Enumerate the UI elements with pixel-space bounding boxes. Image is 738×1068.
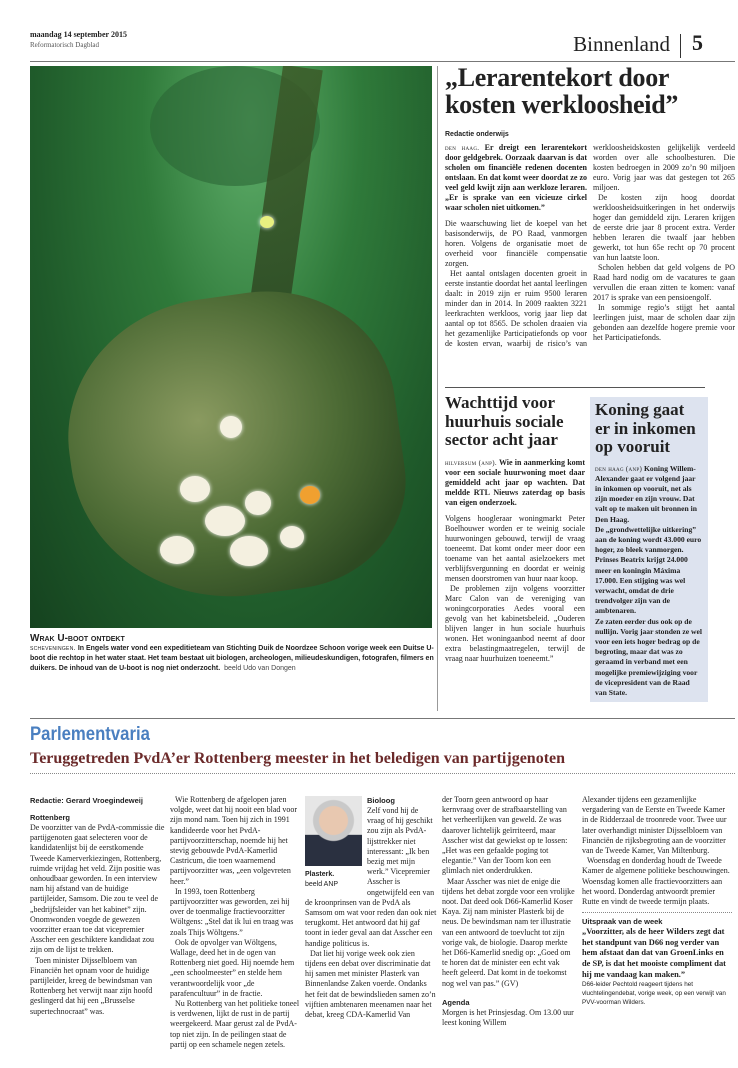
paragraph: Woensdag en donderdag houdt de Tweede Kamer de algemene politieke beschouwingen. Woensdag komen alle fractievoorzitters aan het woord. Donderdag antwoordt premier Rutte en vindt de tweede termijn plaats. — [582, 856, 730, 907]
paragraph: In sommige regio’s stijgt het aantal leerlingen juist, maar de scholen daar zijn gebonden aan dezelfde hogere premie voor het Participatiefonds. — [593, 303, 735, 342]
quote-title: Uitspraak van de week — [582, 917, 663, 927]
caption-text: In Engels water vond een expeditieteam van Stichting Duik de Noordzee Schoon vorige week een Duitse U-boot die rechtop in het water staat. Het team bestaat uit biologen, archeologen, milieudeskundigen, fotografen, filmers en duikers. De inhoud van de U-boot is nog niet onderzocht. — [30, 645, 434, 672]
dotted-divider — [30, 773, 735, 774]
parlementvaria-column-2 — [170, 795, 300, 1050]
paragraph: Volgens hoogleraar woningmarkt Peter Boelhouwer worden er te weinig sociale huurwoningen gebouwd, terwijl de vraag toeneemt. Dat komt onder meer door een toename van het aantal asielzoekers met verblijfsvergunning en doordat er weinig mensen doorstromen van huur naar koop. — [445, 514, 585, 583]
paragraph: Zelf vond hij de vraag of hij geschikt zou zijn als PvdA-lijsttrekker niet interessant: „Ik ben bezig met mijn werk.” Vicepremier Asscher is ongetwijfeld een van de kroonprinsen van de PvdA als Samsom om wat voor reden dan ook niet terugkomt. Het antwoord dat hij gaf toont in ieder geval aan dat Asscher een handige politicus is. — [305, 806, 437, 948]
paragraph: der Toorn geen antwoord op haar kernvraag over de strafbaarstelling van het verheerlijken van geweld. Ze was daarover lichtelijk geïrriteerd, maar Asscher wist dat gewiekst op te lossen: „Het was een gefaalde poging tot elegantie.” Van der Toorn kon een glimlach niet onderdrukken. — [442, 795, 568, 876]
rent-headline: Wachttijd voor huurhuis sociale sector acht jaar — [445, 393, 564, 449]
byline: Redactie: Gerard Vroegindeweij — [30, 796, 143, 805]
dateline: den haag (anp) — [595, 464, 643, 473]
paragraph: Dat liet hij vorige week ook zien tijdens een debat over discriminatie dat hij samen met minister Plasterk van Binnenlandse Zaken voerde. Ondanks het feit dat de bewindslieden samen zo’n vijftien ambtenaren meenamen naar het debat, kreeg CDA-Kamerlid Van — [305, 948, 436, 1020]
rent-intro: Wie in aanmerking komt voor een sociale huurwoning moet daar gemiddeld acht jaar op wachten. Dat meldde RTL Nieuws zaterdag op basis van eigen onderzoek. — [445, 458, 585, 507]
lead-intro: Er dreigt een lerarentekort door geldgebrek. Oorzaak daarvan is dat scholen om financiële redenen docenten ontslaan. En dat komt weer doordat ze zo veel geld kwijt zijn aan werkloze leraren. „Er is sprake van een vicieuze cirkel waar scholen niet uitkomen.” — [445, 143, 587, 212]
paragraph: De problemen zijn volgens voorzitter Marc Calon van de vereniging van woningcorporaties Aedes vooral een gevolg van het kabinetsbeleid. „Ouderen blijven langer in hun sociale huurhuis wonen. Het woningaanbod neemt af door extra belastingmaatregelen, terwijl de vraag naar huurhuizen toeneemt.” — [445, 584, 585, 663]
parlementvaria-column-1 — [30, 795, 165, 1017]
paragraph: Ook de opvolger van Wöltgens, Wallage, deed het in de ogen van Rottenberg niet goed. Hij noemde hem „een schoolmeester” en stelde hem verantwoordelijk voor „de parafencultuur” in de fractie. — [170, 937, 295, 998]
paragraph: Het aantal ontslagen docenten groeit in eerste instantie doordat het aantal leerlingen daalt: in 2019 zijn er ruim 9500 leraren minder dan in 2014. In 2009 raakten 3221 leerkrachten werkloos, vorig jaar liep dat aantal op tot 8565. De scholen draaien via het gezamenlijke Participatiefonds op voor de kosten ervan, waarbij de risico’s van werkloosheidskosten gelijkelijk verdeeld worden over alle schoolbesturen. Die kosten bedroegen in 2009 zo’n 90 miljoen euro. Vorig jaar was dat gestegen tot 265 miljoen. — [445, 143, 735, 348]
parlementvaria-column-4 — [442, 795, 577, 1028]
lead-headline: „Lerarentekort door kosten werkloosheid” — [445, 63, 679, 119]
newspaper-name: Reformatorisch Dagblad — [30, 41, 100, 49]
portrait-name: Plasterk. — [305, 871, 335, 878]
issue-date: maandag 14 september 2015 — [30, 30, 127, 39]
dateline: hilversum (anp). — [445, 459, 497, 467]
quote-of-the-week: „Voorzitter, als de heer Wilders zegt dat het standpunt van D66 nog verder van hem afstaat dan dat van GroenLinks en de SP, is dat het mooiste compliment dat hij me vandaag kan maken.” — [582, 927, 726, 979]
paragraph: In 1993, toen Rottenberg partijvoorzitter was geworden, zei hij over de toenmalige fractievoorzitter Wöltgens: „Stel dat ik lui en traag was zoals Thijs Wöltgens.” — [170, 886, 294, 937]
paragraph: Die waarschuwing liet de koepel van het basisonderwijs, de PO Raad, vanmorgen horen. Volgens de organisatie moet de overheid voor financiële compensatie zorgen. — [445, 219, 587, 268]
subhead: Agenda — [442, 997, 470, 1007]
caption-title: Wrak U-boot ontdekt — [30, 633, 125, 644]
parlementvaria-column-5 — [582, 795, 732, 1007]
paragraph: De „grondwettelijke uitkering” aan de koning wordt 43.000 euro hoger, zo bleek vanmorgen. Prinses Beatrix krijgt 24.000 meer en koningin Máxima 17.000. Een stijging was wel verwacht, omdat de drie trendvolger zijn van de ambtenaren. — [595, 524, 702, 616]
section-title: Binnenland — [573, 32, 670, 56]
paragraph: Maar Asscher was niet de enige die tijdens het debat zorgde voor een vrolijke noot. Dat deed ook D66-Kamerlid Koser Kaya. Zij nam minister Plasterk bij de neus. De bewindsman nam ter illustratie van een antwoord de toevlucht tot zijn vorige vak, de biologie. Daarop merkte het D66-Kamerlid snedig op: „Goed om te horen dat de minister een echt vak heeft geleerd. Dat komt in de toekomst nog wel van pas.” (GV) — [442, 876, 575, 988]
king-income-box — [590, 397, 708, 702]
paragraph: Morgen is het Prinsjesdag. Om 13.00 uur leest koning Willem — [442, 1007, 574, 1028]
paragraph: Scholen hebben dat geld volgens de PO Raad hard nodig om de vacatures te gaan vervullen die eraan zitten te komen: vanaf 2017 is sprake van een pensioengolf. — [593, 263, 735, 302]
paragraph: De kosten zijn hoog doordat werkloosheidsuitkeringen in het onderwijs hoger dan gemiddeld zijn. Leraren krijgen de eerste drie jaar 8 procent extra. Verder hebben leraren die twaalf jaar hebben gewerkt, tot hun 65e recht op 70 procent van hun laatste loon. — [593, 193, 735, 262]
paragraph: Ze zaten eerder dus ook op de nullijn. Vorig jaar stonden ze wel voor een iets hoger bedrag op de begroting, maar dat was zo geraamd in verband met een mogelijke premiewijziging voor de vicepresident van de Raad van State. — [595, 616, 703, 697]
parlementvaria-title: Parlementvaria — [30, 724, 150, 745]
subhead: Bioloog — [367, 796, 395, 805]
dateline: den haag. — [445, 144, 480, 152]
paragraph: De voorzitter van de PvdA-commissie die partijgenoten gaat selecteren voor de kandidatenlijst bij de eerstkomende Tweede Kamerverkiezingen, Rottenberg, ruimde vrijdag het veld. Zijn positie was onhoudbaar geworden. In een interview nam hij afstand van de huidige partijleider, Samsom. Die zou te veel de „bedrijfsleider van het kabinet” zijn. Onomwonden voegde de gewezen voorzitter eraan toe dat vicepremier Asscher een geschiktere kandidaat zou zijn om de lijst te trekken. — [30, 823, 165, 955]
column-divider — [437, 66, 438, 711]
portrait-credit: beeld ANP — [305, 881, 339, 888]
section-rule — [30, 718, 735, 719]
paragraph: Alexander tijdens een gezamenlijke vergadering van de Eerste en Tweede Kamer in de Ridderzaal de troonrede voor. Twee uur later overhandigt minister Dijsselbloem van Financiën de rijksbegroting aan de voorzitter van de Tweede Kamer, Van Miltenburg. — [582, 795, 727, 856]
rent-article — [445, 458, 585, 664]
photo-credit: beeld Udo van Dongen — [224, 665, 296, 672]
page-number: 5 — [692, 30, 703, 55]
parlementvaria-headline: Teruggetreden PvdA’er Rottenberg meester in het beledigen van partijgenoten — [30, 750, 566, 767]
paragraph: Wie Rottenberg de afgelopen jaren volgde, weet dat hij nooit een blad voor zijn mond nam. Toen hij zich in 1991 kandideerde voor het PvdA-partijvoorzitterschap, noemde hij het stevig gebouwde PvdA-Kamerlid Castricum, die toen waarnemend partijvoorzitter was, „een volgevreten heer.” — [170, 795, 298, 886]
king-headline: Koning gaat er in inkomen op vooruit — [595, 400, 696, 456]
dateline: scheveningen. — [30, 645, 76, 652]
paragraph: Koning Willem-Alexander gaat er volgend jaar in inkomen op vooruit, net als zijn moeder en zijn vrouw. Dat valt op te maken uit bronnen in Den Haag. — [595, 463, 697, 524]
lead-article-body — [445, 143, 735, 349]
header-divider — [680, 34, 681, 58]
article-divider — [445, 387, 705, 388]
header-rule — [30, 61, 735, 62]
paragraph: Nu Rottenberg van het politieke toneel is verdwenen, lijkt de rust in de partij weergekeerd. Maar gerust zal de PvdA-top niet zijn. In de peilingen staat de partij op een schamele negen zetels. — [170, 999, 300, 1049]
quote-source: D66-leider Pechtold reageert tijdens het vluchtelingendebat, vorige week, op een verwijt van PVV-voorman Wilders. — [582, 981, 726, 1007]
uboat-wreck-photo — [30, 66, 432, 628]
parlementvaria-column-3 — [305, 795, 437, 1020]
subhead: Rottenberg — [30, 813, 70, 822]
photo-caption — [30, 633, 435, 674]
lead-byline: Redactie onderwijs — [445, 131, 509, 138]
paragraph: Toen minister Dijsselbloem van Financiën het opnam voor de huidige partijleider, kreeg de bewindsman van Rottenberg het verwijt naar zijn hoofd geslingerd dat hij een „Brusselse supertechnocraat” was. — [30, 955, 153, 1016]
